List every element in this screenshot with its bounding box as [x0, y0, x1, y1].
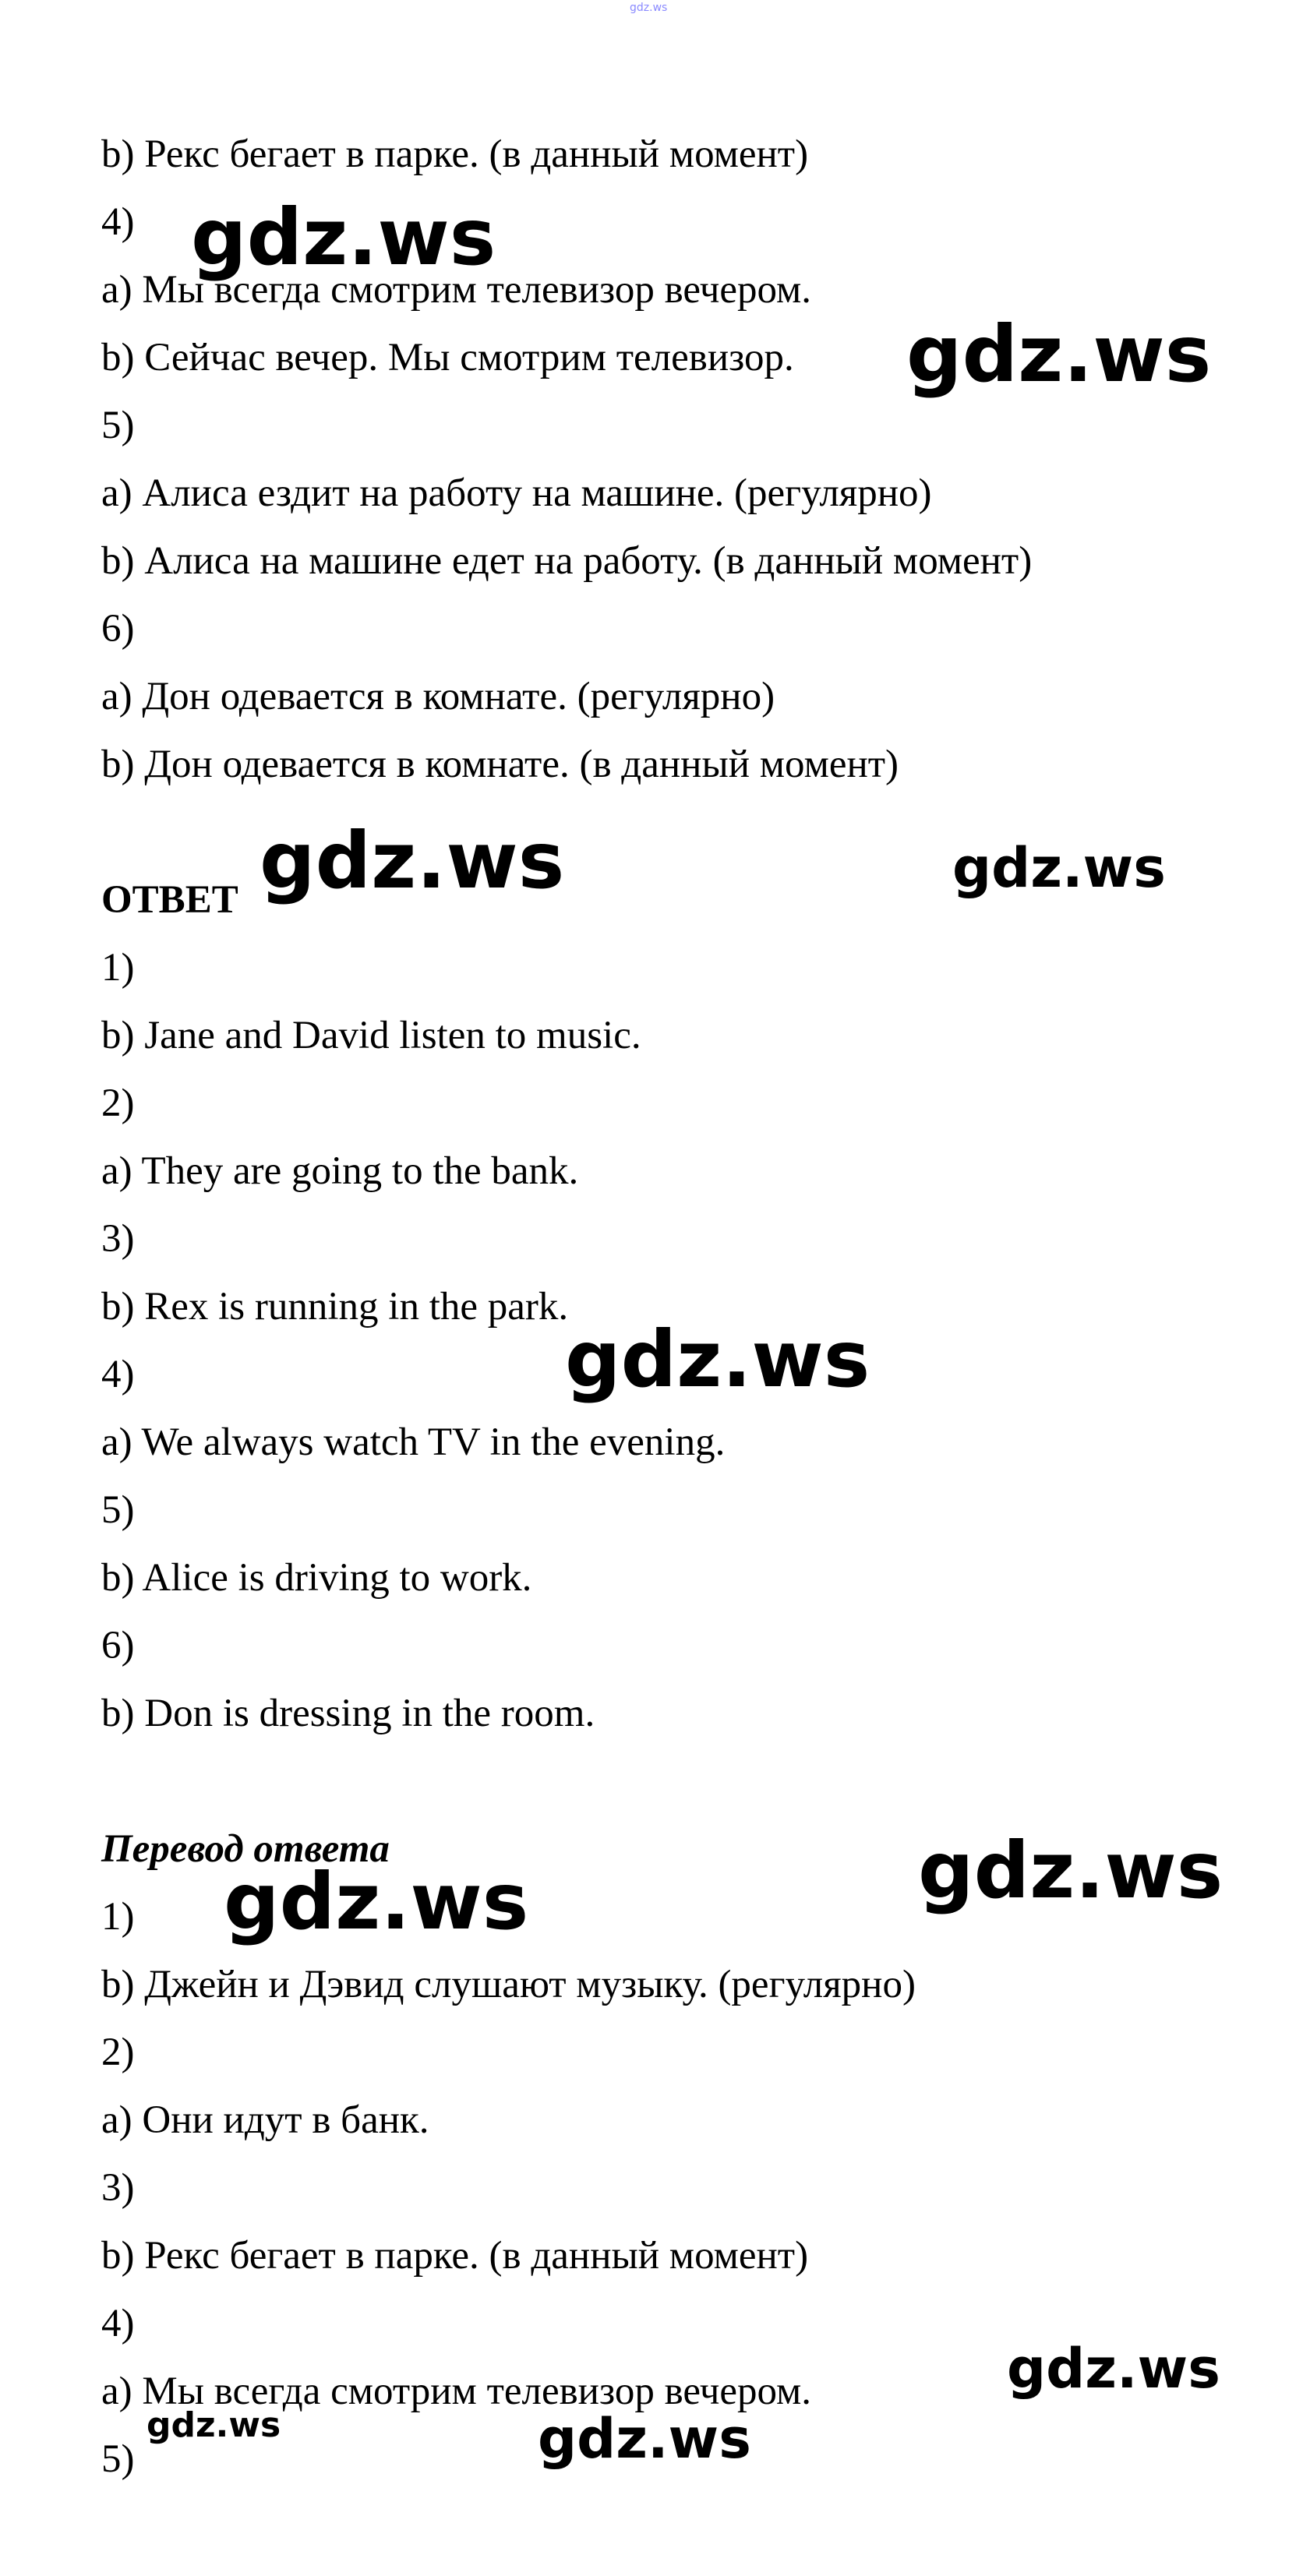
answer-heading: ОТВЕТ — [101, 878, 238, 922]
answer-line: b) Don is dressing in the room. — [101, 1692, 595, 1735]
translation-line: 5) — [101, 2437, 135, 2481]
translation-line: b) Рекс бегает в парке. (в данный момент) — [101, 2234, 809, 2278]
task-line: 5) — [101, 404, 135, 447]
answer-line: 1) — [101, 946, 135, 990]
watermark: gdz.ws — [538, 2407, 751, 2471]
task-line: 4) — [101, 200, 135, 244]
translation-line: a) Мы всегда смотрим телевизор вечером. — [101, 2370, 812, 2413]
answer-line: 4) — [101, 1353, 135, 1396]
translation-line: 3) — [101, 2166, 135, 2210]
task-line: b) Алиса на машине едет на работу. (в данный момент) — [101, 539, 1033, 583]
watermark: gdz.ws — [224, 1856, 529, 1947]
task-line: b) Дон одевается в комнате. (в данный момент) — [101, 743, 899, 786]
answer-line: 2) — [101, 1082, 135, 1125]
answer-line: a) We always watch TV in the evening. — [101, 1420, 726, 1464]
task-line: a) Дон одевается в комнате. (регулярно) — [101, 675, 775, 718]
translation-line: 1) — [101, 1895, 135, 1939]
task-line: 6) — [101, 607, 135, 651]
translation-line: b) Джейн и Дэвид слушают музыку. (регулярно) — [101, 1963, 916, 2006]
task-line: a) Алиса ездит на работу на машине. (регулярно) — [101, 471, 932, 515]
answer-line: 6) — [101, 1624, 135, 1667]
watermark-top-small: gdz.ws — [630, 2, 668, 14]
answer-line: b) Rex is running in the park. — [101, 1285, 569, 1329]
answer-line: 3) — [101, 1217, 135, 1261]
watermark: gdz.ws — [918, 1825, 1224, 1916]
translation-line: a) Они идут в банк. — [101, 2098, 429, 2142]
watermark: gdz.ws — [260, 815, 565, 906]
translation-line: 2) — [101, 2031, 135, 2074]
watermark: gdz.ws — [1007, 2337, 1220, 2401]
task-line: a) Мы всегда смотрим телевизор вечером. — [101, 268, 812, 312]
task-line: b) Рекс бегает в парке. (в данный момент) — [101, 132, 809, 176]
translation-heading: Перевод ответа — [101, 1827, 390, 1871]
task-line: b) Сейчас вечер. Мы смотрим телевизор. — [101, 336, 794, 379]
watermark: gdz.ws — [147, 2405, 281, 2445]
watermark: gdz.ws — [906, 309, 1212, 400]
answer-line: b) Alice is driving to work. — [101, 1556, 532, 1600]
watermark: gdz.ws — [191, 192, 496, 283]
answer-line: a) They are going to the bank. — [101, 1149, 579, 1193]
answer-line: b) Jane and David listen to music. — [101, 1014, 641, 1057]
watermark: gdz.ws — [565, 1314, 870, 1405]
answer-line: 5) — [101, 1488, 135, 1532]
translation-line: 4) — [101, 2302, 135, 2345]
watermark: gdz.ws — [952, 836, 1166, 900]
